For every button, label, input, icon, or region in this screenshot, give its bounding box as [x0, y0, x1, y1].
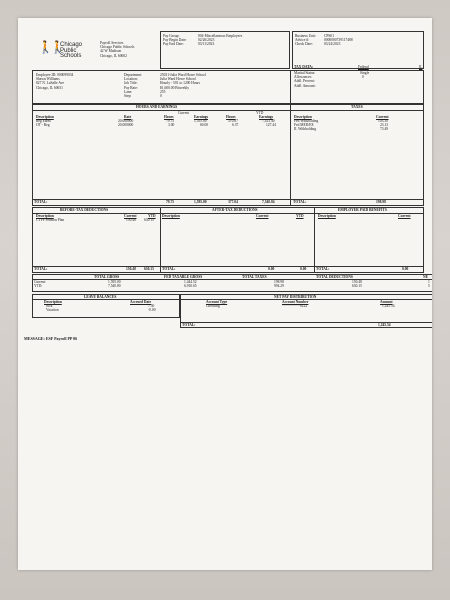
advice-labels: Business Unit: Advice #: Check Date: — [295, 34, 317, 47]
after-tax-title: AFTER-TAX DEDUCTIONS — [212, 208, 258, 212]
after-tax-col-current: Current — [256, 214, 269, 218]
advice-values: CPS01 0000000739117488 03/24/2023 — [324, 34, 353, 47]
net-pay-title: NET PAY DISTRIBUTION — [274, 294, 317, 299]
tax-row: IL Withholding 73.49 — [294, 127, 389, 132]
net-pay-account-type: Checking — [206, 304, 220, 308]
summary-box — [32, 274, 432, 292]
net-pay-col-number: Account Number — [282, 300, 309, 304]
net-pay-total-label: TOTAL: — [182, 323, 196, 327]
net-pay-total-value: 1,245.54 — [378, 323, 391, 327]
earnings-row: OT - Reg 20.000000 3.00 60.00 6.37 127.44 — [36, 123, 276, 128]
tax-data-labels: Marital Status: Allowances: Addl. Percent: Addl. Amount: — [294, 71, 316, 88]
earnings-col-ytd-earnings: Earnings — [259, 115, 273, 119]
net-pay-col-type: Account Type — [206, 300, 228, 304]
job-values: 25031-Julia Ward Howe School Julia Ward Howe School Hourly - 501 to 1200 Hours $1,600.00 Biweekly 255 0 — [160, 73, 206, 99]
tax-row: Fed MED/EE 23.13 — [294, 123, 389, 128]
tax-data-values: Single 0 — [360, 71, 370, 80]
earnings-total-label: TOTAL: — [34, 200, 48, 204]
net-pay-amount: 1,245.54 — [382, 304, 395, 308]
after-tax-col-desc: Description — [162, 214, 180, 218]
employee-info: Employee ID: 000099034 Shawn Williams 827 N. LaSalle Ave Chicago, IL 60651 — [36, 73, 74, 90]
leave-descs: Sick Vacation — [46, 304, 59, 313]
taxes-col-desc: Description — [294, 115, 312, 119]
before-tax-total-current: 150.48 — [126, 267, 136, 271]
earnings-col-hours: Hours — [164, 115, 174, 119]
net-pay-col-amount: Amount — [380, 300, 393, 304]
employer-paid-total-value: 0.00 — [402, 267, 409, 271]
employer-paid-col-desc: Description — [318, 214, 336, 218]
pay-period-values: 004-Miscellaneous Employees 02/26/2023 03/11/2023 — [198, 34, 243, 47]
logo-line1: Chicago — [60, 42, 83, 48]
pay-period-labels: Pay Group: Pay Begin Date: Pay End Date: — [163, 34, 187, 47]
tax-federal-header: Federal — [358, 65, 369, 69]
before-tax-col-desc: Description — [36, 214, 54, 218]
hours-earnings-title: HOURS AND EARNINGS — [136, 105, 178, 109]
earnings-rows — [36, 119, 288, 127]
after-tax-total-current: 0.00 — [268, 267, 275, 271]
taxes-total-label: TOTAL: — [293, 200, 307, 204]
leave-values: 7.50 -0.00 — [148, 304, 156, 313]
before-tax-row-desc: CTPF Pension Plan — [36, 218, 65, 222]
taxes-col-current: Current — [376, 115, 389, 119]
summary-net-values: 1 5 — [428, 280, 430, 289]
after-tax-total-ytd: 0.00 — [300, 267, 307, 271]
employer-paid-col-current: Current — [398, 214, 411, 218]
employer-paid-total-label: TOTAL: — [316, 267, 330, 271]
summary-gross-values: 1,595.00 7,540.80 — [108, 280, 121, 289]
pay-stub-paper — [18, 18, 432, 570]
earnings-col-earnings: Earnings — [194, 115, 208, 119]
before-tax-title: BEFORE-TAX DEDUCTIONS — [60, 208, 109, 212]
earnings-row: Reg Earns 20.000000 79.75 1,555.00 370.67 7,413.40 — [36, 119, 275, 123]
tax-row: Fed Withholding 103.30 — [294, 119, 388, 123]
net-pay-account-number: **********8222 — [282, 304, 308, 308]
earnings-col-rate: Rate — [124, 115, 132, 119]
summary-fed-taxable-header: FED TAXABLE GROSS — [164, 274, 203, 279]
before-tax-col-current: Current — [124, 214, 137, 218]
leave-balances-title: LEAVE BALANCES — [84, 294, 117, 299]
summary-total-gross-header: TOTAL GROSS — [94, 274, 120, 279]
cps-logo — [38, 40, 96, 62]
earnings-total-ytd-hours: 377.04 — [228, 200, 238, 204]
taxes-rows — [294, 119, 420, 132]
logo-line3: Schools — [60, 53, 82, 60]
after-tax-col-ytd: YTD — [296, 214, 304, 218]
deductions-box — [32, 207, 424, 273]
before-tax-total-label: TOTAL: — [34, 267, 48, 271]
taxes-total-value: 198.98 — [376, 200, 386, 204]
summary-taxes-values: 198.98 994.29 — [274, 280, 284, 289]
people-logo-icon: 🚶🚶 — [38, 40, 62, 54]
message-text: MESSAGE: ESF Payroll PP 06 — [24, 336, 78, 341]
tax-data-title: TAX DATA: — [294, 65, 314, 69]
logo-line2: Public — [60, 47, 77, 54]
before-tax-total-ytd: 630.15 — [144, 267, 154, 271]
summary-row-labels: Current: YTD: — [34, 280, 46, 289]
taxes-title: TAXES — [351, 105, 363, 109]
before-tax-row-ytd: 630.15 — [144, 218, 154, 222]
employer-paid-title: EMPLOYER PAID BENEFITS — [338, 208, 387, 212]
after-tax-total-label: TOTAL: — [162, 267, 176, 271]
earnings-ytd-header: YTD — [256, 111, 264, 115]
earnings-col-ytd-hours: Hours — [226, 115, 236, 119]
tax-il-header: IL — [419, 65, 423, 69]
summary-net-header: NE — [423, 274, 428, 279]
earnings-current-header: Current — [178, 111, 189, 115]
employer-address: Payroll Services Chicago Public Schools 42 W Madison Chicago, IL 60602 — [100, 41, 135, 58]
summary-total-deductions-header: TOTAL DEDUCTIONS — [316, 274, 353, 279]
earnings-total-ytd-earnings: 7,540.84 — [262, 200, 275, 204]
summary-deductions-values: 150.48 630.15 — [352, 280, 362, 289]
tax-data-divider — [290, 70, 291, 104]
job-labels: Department: Location: Job Title: Pay Rate: Lane: Step: — [124, 73, 142, 99]
earnings-total-hours: 79.75 — [166, 200, 175, 204]
leave-col-accrued: Accrued Date — [130, 300, 152, 304]
before-tax-col-ytd: YTD — [148, 214, 156, 218]
before-tax-row-current: 150.48 — [126, 218, 136, 222]
summary-total-taxes-header: TOTAL TAXES — [242, 274, 267, 279]
earnings-total-earnings: 1,595.00 — [194, 200, 207, 204]
earnings-col-desc: Description — [36, 115, 54, 119]
summary-fed-values: 1,444.52 6,910.65 — [184, 280, 197, 289]
leave-col-desc: Description — [44, 300, 62, 304]
